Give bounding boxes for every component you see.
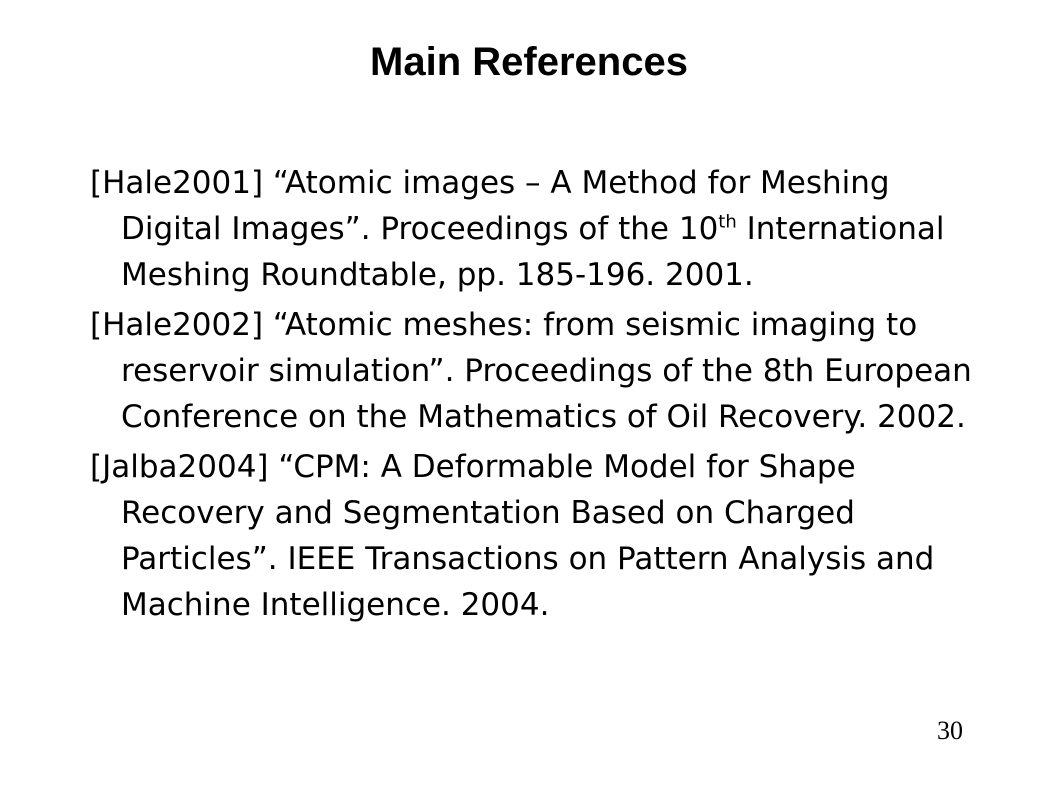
reference-hale2002-text: [Hale2002] “Atomic meshes: from seismic imaging to reservoir simulation”. Proceedings of the 8th European Conference on the Mathematics of Oil Recovery. 2002. bbox=[90, 307, 972, 435]
slide-title: Main References bbox=[370, 40, 688, 84]
reference-hale2001-text-start: [Hale2001] “Atomic images – A Method for Meshing Digital Images”. Proceedings of the 10 bbox=[90, 165, 890, 247]
reference-hale2002 bbox=[90, 302, 990, 440]
reference-list bbox=[90, 160, 990, 632]
reference-jalba2004 bbox=[90, 444, 990, 628]
reference-hale2001 bbox=[90, 160, 990, 298]
reference-jalba2004-text: [Jalba2004] “CPM: A Deformable Model for Shape Recovery and Segmentation Based on Charged Particles”. IEEE Transactions on Pattern Analysis and Machine Intelligence. 2004. bbox=[90, 449, 935, 623]
reference-hale2001-superscript: th bbox=[718, 211, 737, 233]
page-number: 30 bbox=[937, 716, 963, 745]
reference-hale2001-text-end: International Meshing Roundtable, pp. 185-196. 2001. bbox=[121, 211, 945, 293]
